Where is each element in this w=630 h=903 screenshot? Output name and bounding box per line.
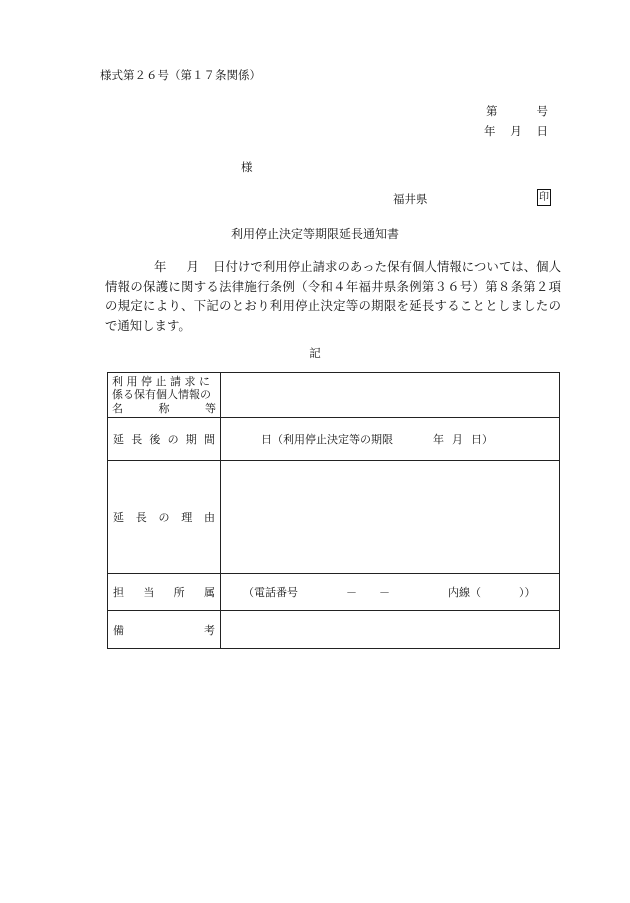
label-department: 担 当 所 属: [108, 574, 221, 611]
seal-box: 印: [537, 189, 551, 206]
number-label-go: 号: [536, 104, 548, 118]
body-paragraph: [105, 257, 561, 335]
label-remarks: 備 考: [108, 611, 221, 649]
table-row-info-name: [108, 373, 560, 418]
issuer-name: 福井県: [393, 192, 428, 206]
table-row-remarks: [108, 611, 560, 649]
document-number-line: [486, 103, 548, 119]
form-number: 様式第２６号（第１７条関係）: [100, 68, 261, 82]
date-year-label: 年: [484, 124, 496, 138]
label-info-name-line3: 名 称 等: [112, 401, 216, 415]
value-extension-reason[interactable]: [221, 461, 560, 574]
extended-deadline-text: 日（利用停止決定等の期限: [261, 433, 393, 446]
phone-label: （電話番号: [243, 586, 298, 599]
body-main-text: 日付けで利用停止請求のあった保有個人情報については、個人情報の保護に関する法律施行条例（令和４年福井県条例第３６号）第８条第２項の規定により、下記のとおり利用停止決定等の期限を延長することとしましたので通知します。: [105, 259, 562, 333]
detail-table: [107, 372, 560, 649]
label-info-name-line1: 利 用 停 止 請 求 に: [112, 374, 210, 388]
recipient-honorific: 様: [241, 160, 253, 174]
value-department[interactable]: （電話番号 － － 内線（ ））: [221, 574, 560, 611]
document-title: 利用停止決定等期限延長通知書: [230, 227, 399, 241]
value-remarks[interactable]: [221, 611, 560, 649]
table-row-department: [108, 574, 560, 611]
record-heading: 記: [309, 346, 321, 360]
date-month-label: 月: [510, 124, 522, 138]
body-month: 月: [186, 259, 199, 274]
table-row-extension-reason: [108, 461, 560, 574]
label-info-name-line2: 係る保有個人情報の: [112, 388, 211, 402]
document-date-line: [484, 123, 548, 139]
date-day-label: 日: [536, 124, 548, 138]
extension-label: 内線（: [448, 586, 481, 599]
label-extension-reason: 延 長 の 理 由: [108, 461, 221, 574]
body-year: 年: [154, 259, 167, 274]
value-info-name[interactable]: [221, 373, 560, 418]
table-row-extended-period: [108, 418, 560, 461]
label-info-name: [108, 373, 221, 418]
value-extended-period[interactable]: 日（利用停止決定等の期限 年 月 日）: [221, 418, 560, 461]
label-extended-period: 延 長 後 の 期 間: [108, 418, 221, 461]
number-label-dai: 第: [486, 104, 498, 118]
